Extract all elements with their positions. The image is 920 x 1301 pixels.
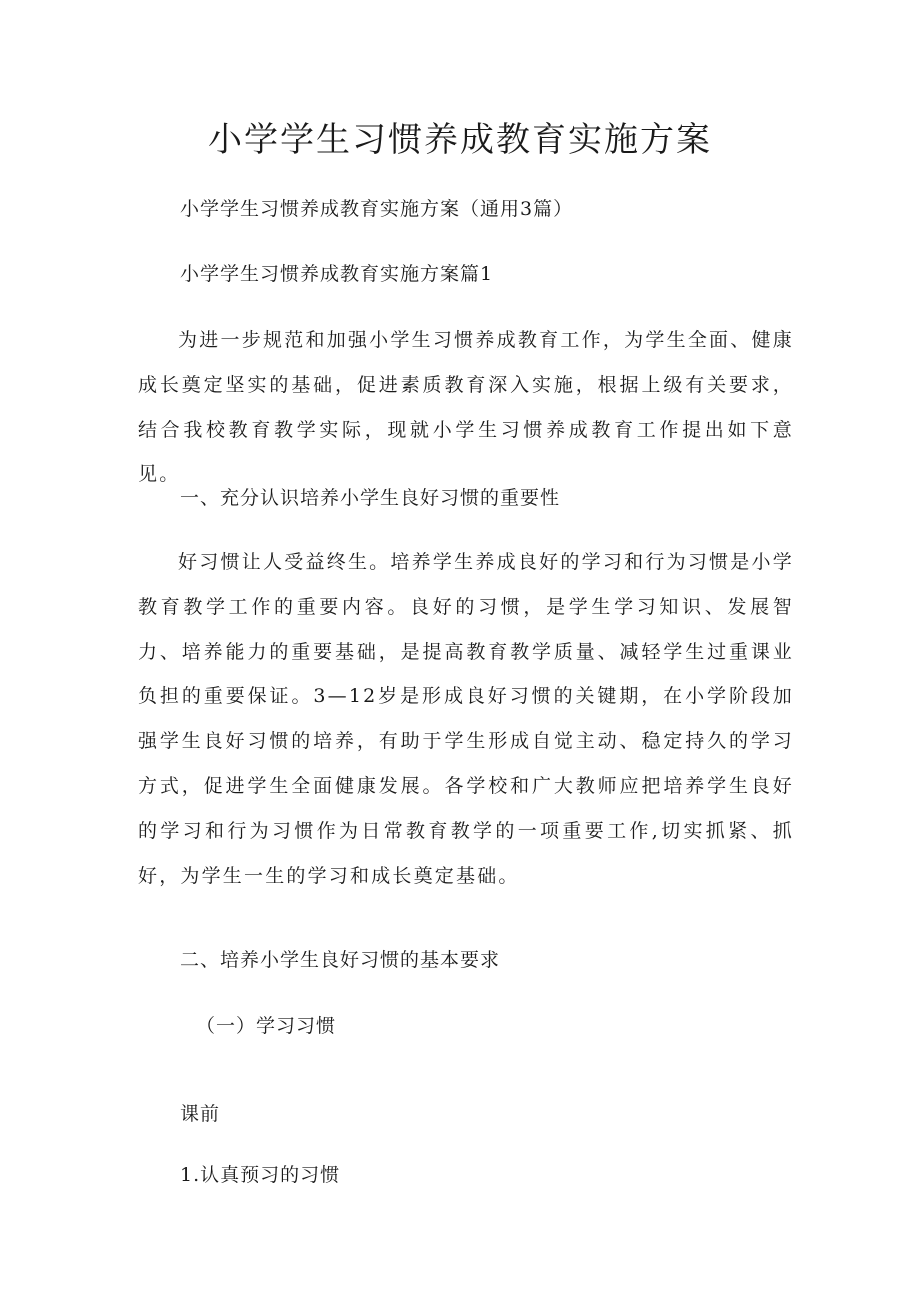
page-title: 小学学生习惯养成教育实施方案 [208, 120, 712, 160]
section-2-heading: 二、培养小学生良好习惯的基本要求 [180, 949, 501, 971]
section-1-paragraph: 好习惯让人受益终生。培养学生养成良好的学习和行为习惯是小学教育教学工作的重要内容。良好的习惯，是学生学习知识、发展智力、培养能力的重要基础，是提高教育教学质量、减轻学生过重课业负担的重要保证。3—12岁是形成良好习惯的关键期，在小学阶段加强学生良好习惯的培养，有助于学生形成自觉主动、稳定持久的学习方式，促进学生全面健康发展。各学校和广大教师应把培养学生良好的学习和行为习惯作为日常教育教学的一项重要工作,切实抓紧、抓好，为学生一生的学习和成长奠定基础。 [138, 551, 794, 887]
document-subtitle: 小学学生习惯养成教育实施方案（通用3篇） [180, 198, 574, 220]
list-item: 1.认真预习的习惯 [180, 1164, 341, 1186]
section-1-heading: 一、充分认识培养小学生良好习惯的重要性 [180, 487, 561, 509]
part-heading: 小学学生习惯养成教育实施方案篇1 [180, 263, 494, 285]
intro-paragraph: 为进一步规范和加强小学生习惯养成教育工作，为学生全面、健康成长奠定坚实的基础，促进素质教育深入实施，根据上级有关要求，结合我校教育教学实际，现就小学生习惯养成教育工作提出如下意见。 [138, 329, 794, 486]
stage-label: 课前 [180, 1103, 221, 1125]
subsection-heading: （一）学习习惯 [196, 1015, 337, 1037]
